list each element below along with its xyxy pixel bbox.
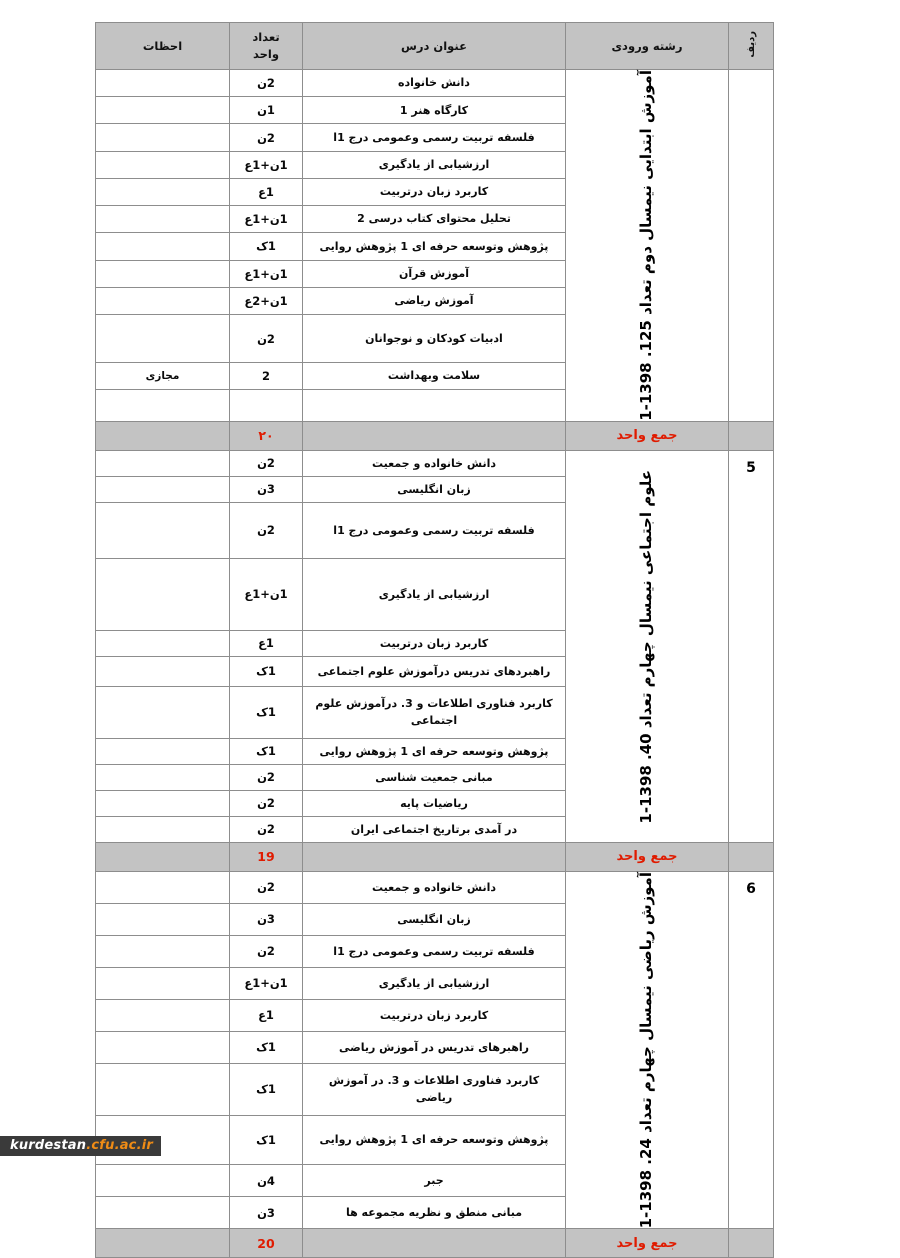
course-units-cell: 2ن xyxy=(230,70,303,97)
total-course-spacer xyxy=(303,421,566,450)
course-notes-cell xyxy=(96,206,230,233)
course-notes-cell xyxy=(96,816,230,842)
total-row-number-spacer xyxy=(729,1229,774,1258)
course-title-cell: فلسفه تربیت رسمی وعمومی درج 1ا xyxy=(303,124,566,151)
total-units-row xyxy=(96,421,774,450)
total-course-spacer xyxy=(303,842,566,871)
course-title-cell: دانش خانواده و جمعیت xyxy=(303,450,566,476)
course-units-cell: 3ن xyxy=(230,476,303,502)
vertical-text-wrap xyxy=(566,872,728,1228)
course-units-cell: 1ک xyxy=(230,738,303,764)
course-notes-cell xyxy=(96,903,230,935)
header-label-course: عنوان درس xyxy=(401,39,467,53)
course-units-cell: 2ن xyxy=(230,502,303,558)
course-title-cell: ریاضیات پایه xyxy=(303,790,566,816)
course-title-cell: دانش خانواده و جمعیت xyxy=(303,871,566,903)
total-units-label: جمع واحد xyxy=(566,842,729,871)
course-units-cell: 1ن+1ع xyxy=(230,206,303,233)
course-title-cell: پژوهش وتوسعه حرفه ای 1 پژوهش روایی xyxy=(303,233,566,260)
block-field-label: آموزش ریاضی نیمسال چهارم تعداد 24. 1398-1 xyxy=(637,871,656,1229)
course-notes-cell xyxy=(96,124,230,151)
total-units-value: 20 xyxy=(230,1229,303,1258)
block-field-label: علوم اجتماعی نیمسال چهارم تعداد 40. 1398-1 xyxy=(637,469,656,824)
table-header xyxy=(96,23,774,70)
table-row xyxy=(96,70,774,97)
course-notes-cell xyxy=(96,686,230,738)
course-title-cell: ارزشیابی از یادگیری xyxy=(303,151,566,178)
course-notes-cell xyxy=(96,287,230,314)
course-notes-cell xyxy=(96,1031,230,1063)
watermark-primary: kurdestan xyxy=(10,1138,87,1153)
course-units-cell: 1ک xyxy=(230,686,303,738)
course-notes-cell xyxy=(96,233,230,260)
course-notes-cell xyxy=(96,314,230,362)
course-notes-cell xyxy=(96,390,230,421)
header-cell-row-number xyxy=(729,23,774,70)
table-row xyxy=(96,871,774,903)
course-notes-cell xyxy=(96,70,230,97)
course-units-cell: 2ن xyxy=(230,935,303,967)
course-title-cell: جبر xyxy=(303,1165,566,1197)
course-notes-cell xyxy=(96,260,230,287)
course-units-cell: 1ک xyxy=(230,233,303,260)
course-units-cell: 1ک xyxy=(230,1031,303,1063)
course-title-cell: زبان انگلیسی xyxy=(303,903,566,935)
course-title-cell: راهبردهای تدریس درآموزش علوم اجتماعی xyxy=(303,656,566,686)
course-units-cell: 1ن+1ع xyxy=(230,967,303,999)
header-label-field: رشته ورودی xyxy=(611,39,683,53)
course-units-cell: 2ن xyxy=(230,124,303,151)
course-notes-cell xyxy=(96,871,230,903)
course-notes-cell xyxy=(96,1063,230,1115)
course-title-cell: کاربرد زبان درتربیت xyxy=(303,630,566,656)
course-units-cell: 2ن xyxy=(230,816,303,842)
block-row-number: 5 xyxy=(729,450,774,842)
course-title-cell: فلسفه تربیت رسمی وعمومی درج 1ا xyxy=(303,502,566,558)
course-notes-cell xyxy=(96,764,230,790)
block-field-term-cell xyxy=(566,450,729,842)
course-title-cell: پژوهش وتوسعه حرفه ای 1 پژوهش روایی xyxy=(303,738,566,764)
course-title-cell: کاربرد زبان درتربیت xyxy=(303,178,566,205)
header-label-row-number: ردیف xyxy=(745,31,757,58)
block-field-term-cell xyxy=(566,70,729,422)
course-title-cell: پژوهش وتوسعه حرفه ای 1 پژوهش روایی xyxy=(303,1115,566,1164)
total-units-value: ۲۰ xyxy=(230,421,303,450)
course-title-cell: راهبرهای تدریس در آموزش ریاضی xyxy=(303,1031,566,1063)
course-notes-cell xyxy=(96,999,230,1031)
course-title-cell: در آمدی برتاریخ اجتماعی ایران xyxy=(303,816,566,842)
header-label-units-line2: واحد xyxy=(252,47,280,61)
table-body xyxy=(96,70,774,1258)
course-title-cell: آموزش ریاضی xyxy=(303,287,566,314)
course-notes-cell xyxy=(96,1197,230,1229)
course-notes-cell xyxy=(96,450,230,476)
course-notes-cell xyxy=(96,178,230,205)
total-course-spacer xyxy=(303,1229,566,1258)
course-units-cell: 1ن+1ع xyxy=(230,151,303,178)
header-label-notes: احظات xyxy=(142,39,183,53)
course-units-cell: 3ن xyxy=(230,1197,303,1229)
course-notes-cell xyxy=(96,790,230,816)
course-units-cell: 2ن xyxy=(230,314,303,362)
course-units-cell: 2 xyxy=(230,363,303,390)
course-units-cell: 1ع xyxy=(230,999,303,1031)
header-label-units-stack xyxy=(230,29,302,62)
course-title-cell: تحلیل محتوای کتاب درسی 2 xyxy=(303,206,566,233)
course-title-cell: مبانی جمعیت شناسی xyxy=(303,764,566,790)
course-title-cell: کاربرد زبان درتربیت xyxy=(303,999,566,1031)
course-title-cell: کاربرد فناوری اطلاعات و 3. درآموزش علوم اجتماعی xyxy=(303,686,566,738)
course-units-cell: 1ع xyxy=(230,178,303,205)
course-schedule-table xyxy=(95,22,774,1258)
course-title-cell: دانش خانواده xyxy=(303,70,566,97)
header-cell-notes xyxy=(96,23,230,70)
course-units-cell: 4ن xyxy=(230,1165,303,1197)
total-units-value: 19 xyxy=(230,842,303,871)
block-row-number xyxy=(729,70,774,422)
course-units-cell: 1ن+1ع xyxy=(230,558,303,630)
total-row-number-spacer xyxy=(729,421,774,450)
course-notes-cell xyxy=(96,97,230,124)
block-field-term-cell xyxy=(566,871,729,1228)
course-title-cell: زبان انگلیسی xyxy=(303,476,566,502)
header-cell-units xyxy=(230,23,303,70)
total-notes-spacer xyxy=(96,421,230,450)
course-title-cell: ارزشیابی از یادگیری xyxy=(303,558,566,630)
course-title-cell: ادبیات کودکان و نوجوانان xyxy=(303,314,566,362)
course-units-cell: 2ن xyxy=(230,871,303,903)
total-notes-spacer xyxy=(96,1229,230,1258)
course-notes-cell xyxy=(96,1165,230,1197)
course-notes-cell xyxy=(96,502,230,558)
course-units-cell xyxy=(230,390,303,421)
total-units-label: جمع واحد xyxy=(566,421,729,450)
course-notes-cell xyxy=(96,738,230,764)
header-label-units-line1: تعداد xyxy=(252,30,280,45)
course-notes-cell xyxy=(96,476,230,502)
course-title-cell: فلسفه تربیت رسمی وعمومی درج 1ا xyxy=(303,935,566,967)
course-units-cell: 2ن xyxy=(230,764,303,790)
course-title-cell: کاربرد فناوری اطلاعات و 3. در آموزش ریاضی xyxy=(303,1063,566,1115)
header-cell-course xyxy=(303,23,566,70)
total-notes-spacer xyxy=(96,842,230,871)
course-units-cell: 1ع xyxy=(230,630,303,656)
course-notes-cell: مجازی xyxy=(96,363,230,390)
total-units-label: جمع واحد xyxy=(566,1229,729,1258)
course-units-cell: 1ن+1ع xyxy=(230,260,303,287)
course-title-cell: سلامت وبهداشت xyxy=(303,363,566,390)
block-row-number: 6 xyxy=(729,871,774,1228)
course-notes-cell xyxy=(96,935,230,967)
course-units-cell: 2ن xyxy=(230,450,303,476)
vertical-text-wrap xyxy=(566,470,728,824)
course-units-cell: 1ن xyxy=(230,97,303,124)
course-units-cell: 1ک xyxy=(230,656,303,686)
vertical-text-wrap xyxy=(566,70,728,421)
total-units-row xyxy=(96,1229,774,1258)
course-notes-cell xyxy=(96,967,230,999)
total-units-row xyxy=(96,842,774,871)
block-field-label: آموزش ابتدایی نیمسال دوم تعداد 125. 1398-1 xyxy=(637,70,656,421)
course-title-cell: کارگاه هنر 1 xyxy=(303,97,566,124)
total-row-number-spacer xyxy=(729,842,774,871)
site-watermark xyxy=(0,1136,161,1156)
course-title-cell: آموزش قرآن xyxy=(303,260,566,287)
course-units-cell: 3ن xyxy=(230,903,303,935)
course-notes-cell xyxy=(96,558,230,630)
course-units-cell: 1ن+2ع xyxy=(230,287,303,314)
course-notes-cell xyxy=(96,630,230,656)
header-cell-field xyxy=(566,23,729,70)
course-title-cell: ارزشیابی از یادگیری xyxy=(303,967,566,999)
course-units-cell: 1ک xyxy=(230,1063,303,1115)
course-title-cell xyxy=(303,390,566,421)
course-notes-cell xyxy=(96,151,230,178)
course-notes-cell xyxy=(96,656,230,686)
header-row xyxy=(96,23,774,70)
course-title-cell: مبانی منطق و نظریه مجموعه ها xyxy=(303,1197,566,1229)
course-units-cell: 1ک xyxy=(230,1115,303,1164)
course-units-cell: 2ن xyxy=(230,790,303,816)
table-row xyxy=(96,450,774,476)
watermark-secondary: .cfu.ac.ir xyxy=(86,1138,153,1153)
